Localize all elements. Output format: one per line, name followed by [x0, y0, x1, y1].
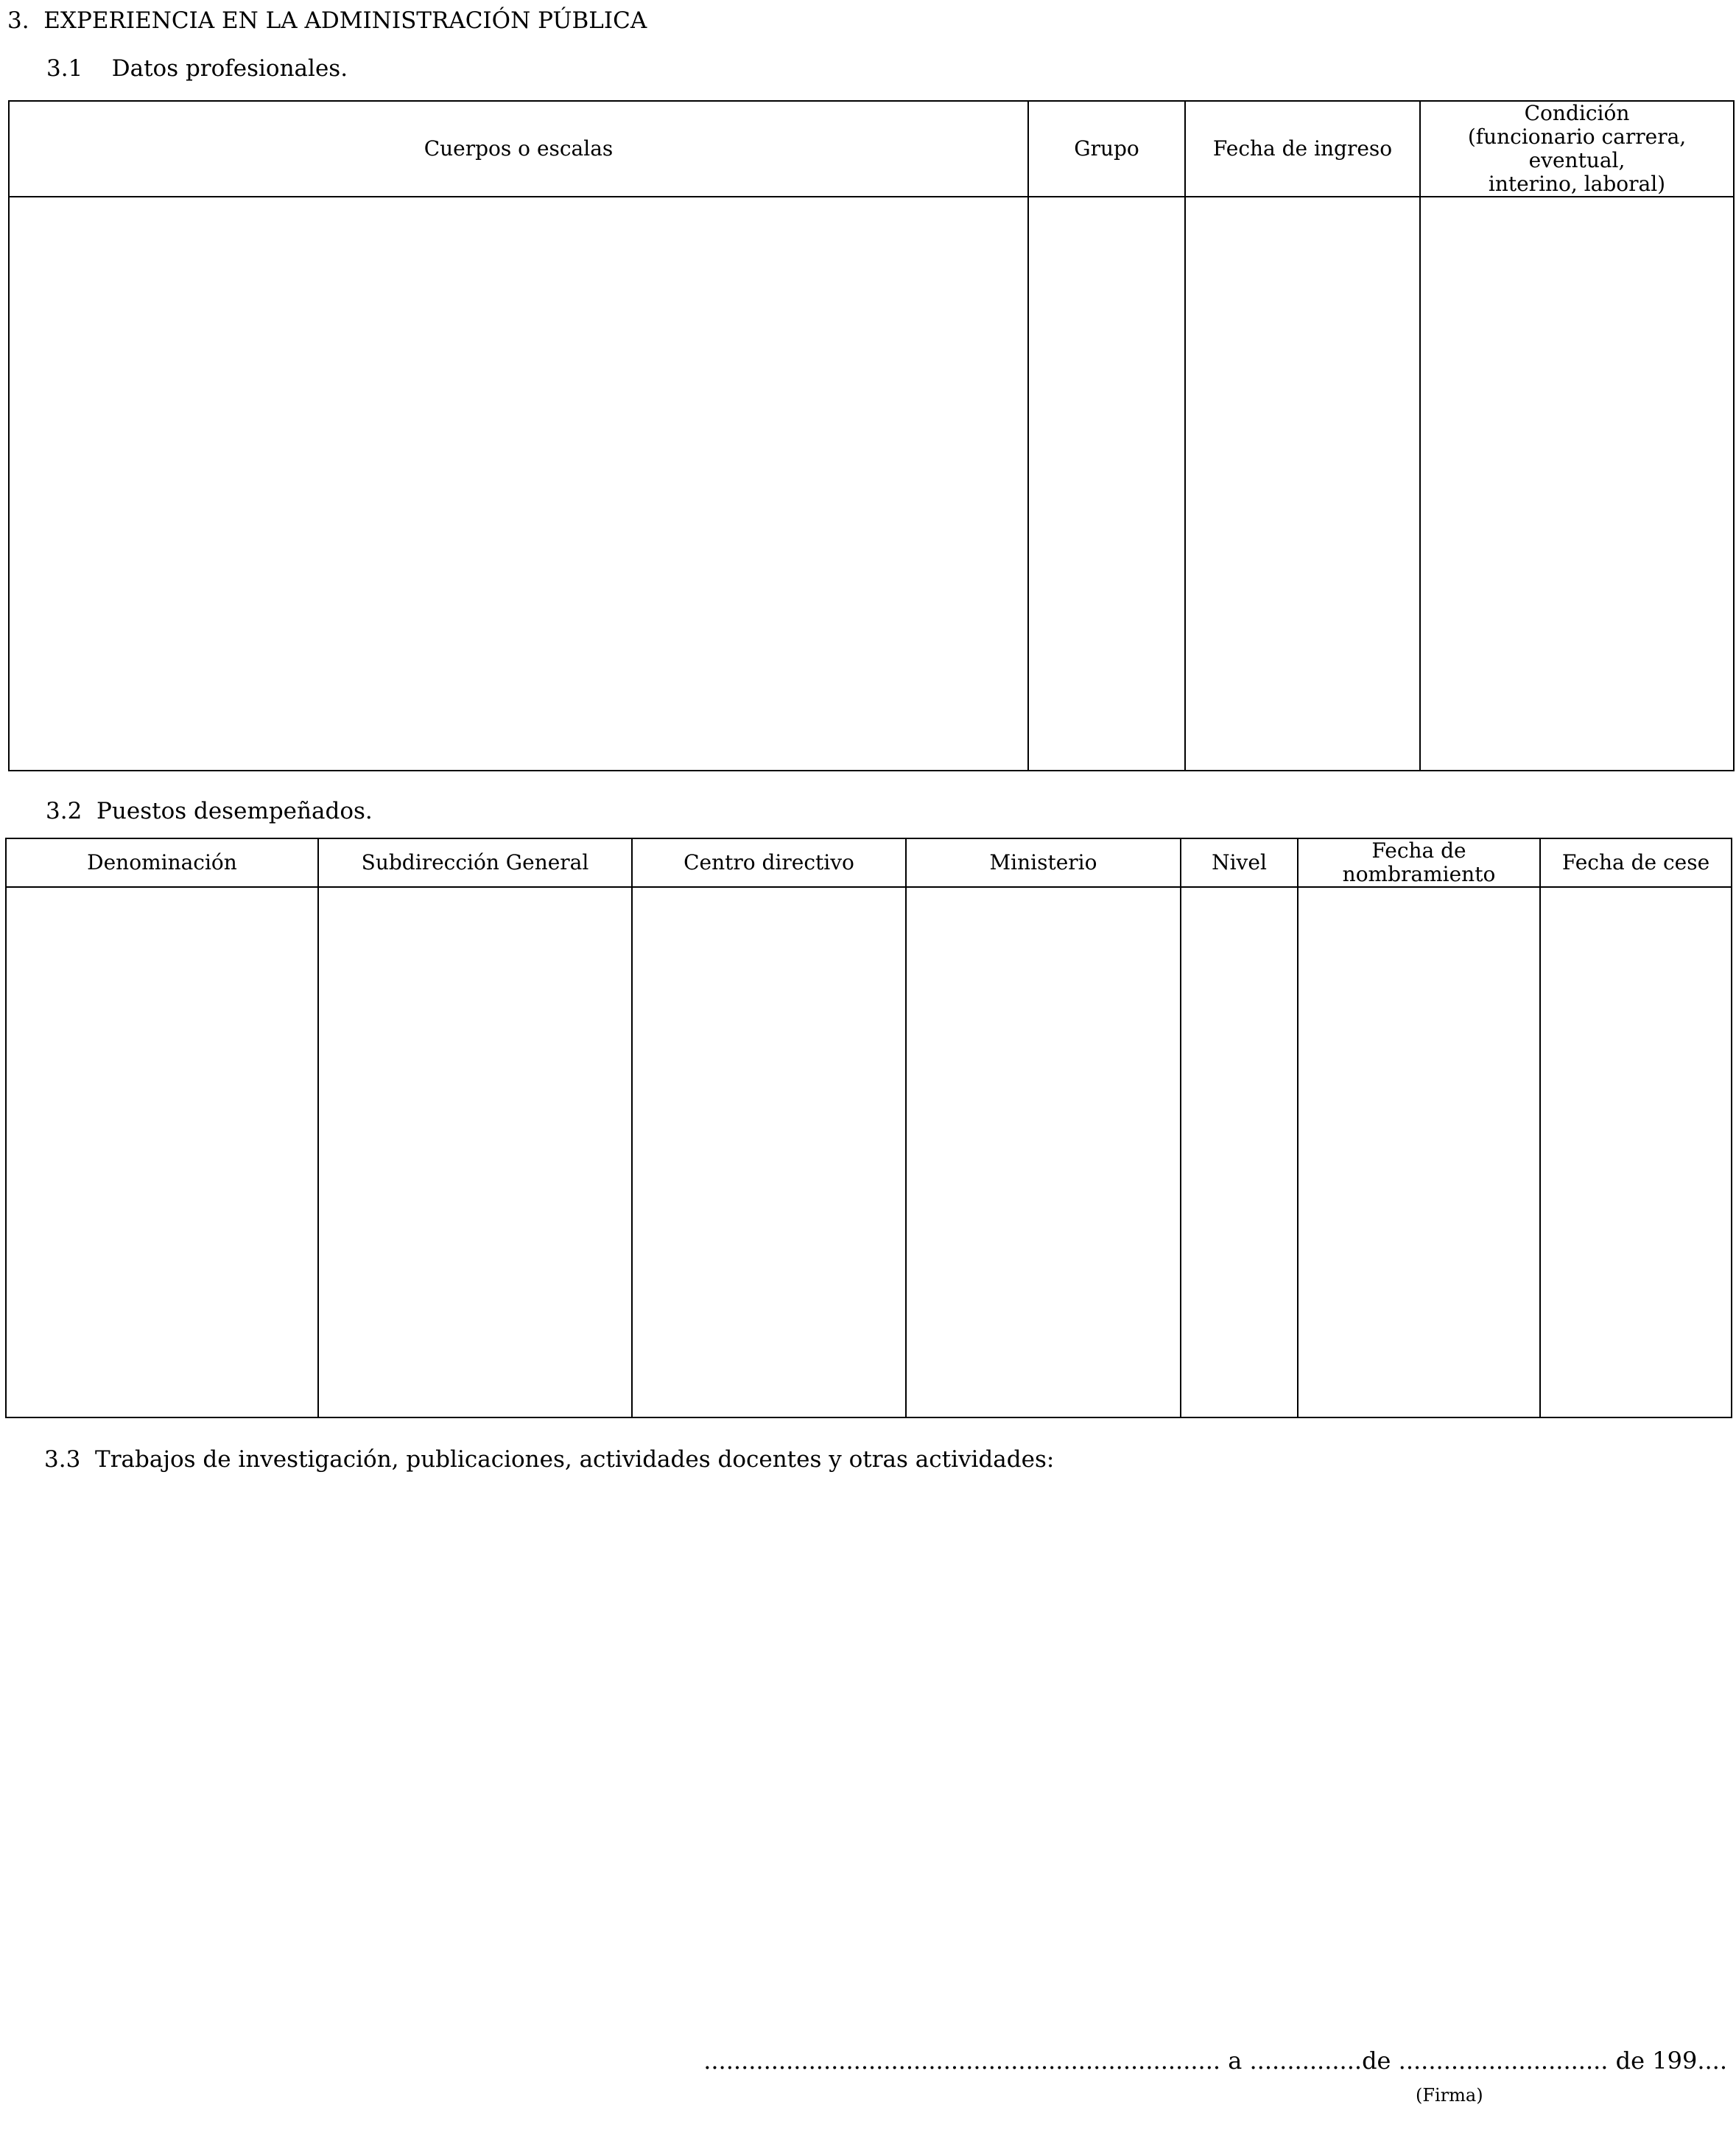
subsection-3-2-title: Puestos desempeñados.	[96, 798, 373, 824]
nivel-cell[interactable]	[1181, 887, 1298, 1417]
cuerpos-cell[interactable]	[9, 197, 1028, 771]
fecha-nombramiento-cell[interactable]	[1298, 887, 1540, 1417]
subsection-3-1-number: 3.1	[46, 55, 83, 82]
centro-directivo-cell[interactable]	[632, 887, 906, 1417]
denominacion-cell[interactable]	[6, 887, 318, 1417]
fecha-ingreso-cell[interactable]	[1185, 197, 1420, 771]
header-fecha-ingreso: Fecha de ingreso	[1185, 101, 1420, 197]
subsection-3-2-number: 3.2	[46, 798, 82, 824]
place-date-line[interactable]: ..................................................................... a ...............de ............................ de 199....	[703, 2047, 1727, 2075]
datos-profesionales-table	[8, 100, 1735, 771]
section-heading	[7, 7, 647, 34]
subsection-3-2-heading	[46, 798, 373, 824]
subdireccion-cell[interactable]	[318, 887, 632, 1417]
header-condicion-line1: Condición	[1524, 101, 1630, 125]
header-ministerio: Ministerio	[906, 838, 1181, 887]
header-nivel: Nivel	[1181, 838, 1298, 887]
subsection-3-1-heading	[46, 55, 348, 82]
header-fecha-nombramiento: Fecha de nombramiento	[1298, 838, 1540, 887]
header-cuerpos: Cuerpos o escalas	[9, 101, 1028, 197]
header-centro-directivo: Centro directivo	[632, 838, 906, 887]
table-body-row	[9, 197, 1734, 771]
header-subdireccion: Subdirección General	[318, 838, 632, 887]
header-condicion	[1420, 101, 1734, 197]
actividades-text-area[interactable]	[44, 1485, 1731, 2030]
header-condicion-line3: interino, laboral)	[1488, 172, 1666, 196]
subsection-3-1-title: Datos profesionales.	[111, 55, 348, 82]
condicion-cell[interactable]	[1420, 197, 1734, 771]
subsection-3-3-heading	[44, 1446, 1054, 1473]
section-number: 3.	[7, 7, 29, 34]
firma-label: (Firma)	[1416, 2085, 1483, 2106]
header-denominacion: Denominación	[6, 838, 318, 887]
fecha-cese-cell[interactable]	[1540, 887, 1732, 1417]
subsection-3-3-title: Trabajos de investigación, publicaciones, actividades docentes y otras actividades:	[95, 1446, 1055, 1473]
table-header-row	[6, 838, 1732, 887]
header-fecha-cese: Fecha de cese	[1540, 838, 1732, 887]
header-grupo: Grupo	[1028, 101, 1185, 197]
header-condicion-line2: (funcionario carrera, eventual,	[1467, 125, 1687, 172]
table-header-row	[9, 101, 1734, 197]
table-body-row	[6, 887, 1732, 1417]
section-title: EXPERIENCIA EN LA ADMINISTRACIÓN PÚBLICA	[43, 7, 647, 34]
grupo-cell[interactable]	[1028, 197, 1185, 771]
ministerio-cell[interactable]	[906, 887, 1181, 1417]
puestos-desempenados-table	[5, 838, 1732, 1418]
subsection-3-3-number: 3.3	[44, 1446, 81, 1473]
